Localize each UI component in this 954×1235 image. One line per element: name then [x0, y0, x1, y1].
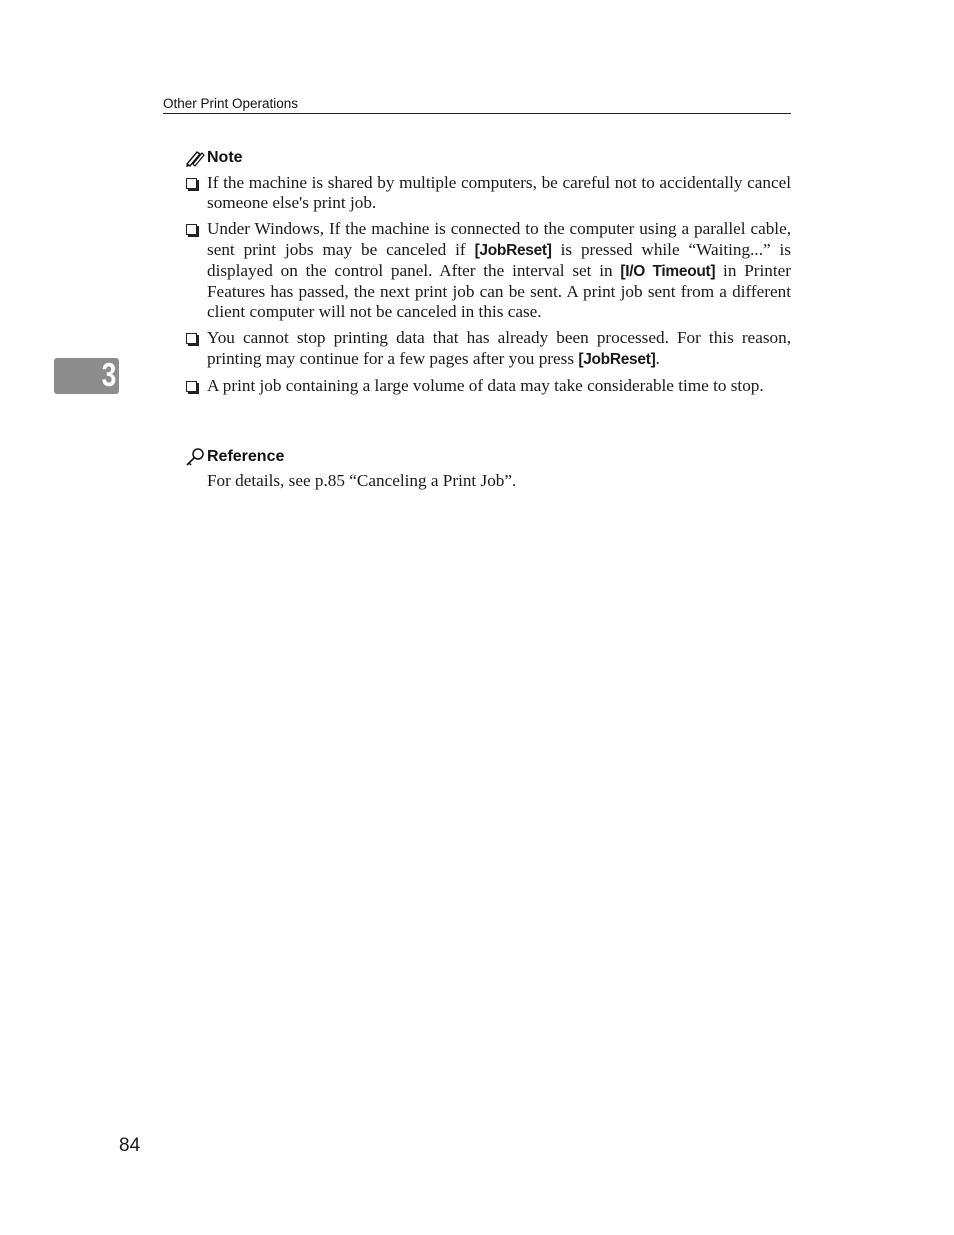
- page-number: 84: [119, 1135, 141, 1156]
- note-item-text: If the machine is shared by multiple computers, be careful not to accidentally cancel someone else's print job.: [207, 173, 791, 213]
- checkbox-bullet-icon: [186, 381, 197, 392]
- note-heading: [185, 149, 243, 167]
- note-item-text: in Printer Features has passed, the next print job can be sent. A print job sent from a different client computer will not be canceled in this case.: [207, 260, 791, 322]
- note-item-text: is pressed while “Waiting...” is displayed on the control panel. After the interval set in: [207, 239, 791, 280]
- list-item: [185, 328, 791, 369]
- reference-text: For details, see p.85 “Canceling a Print Job”.: [207, 471, 517, 490]
- pencil-icon: [185, 149, 205, 167]
- list-item: [185, 219, 791, 322]
- reference-title: Reference: [207, 448, 285, 465]
- list-item: [185, 173, 791, 213]
- note-item-text: You cannot stop printing data that has already been processed. For this reason, printing may continue for a few pages after you press: [207, 328, 791, 368]
- running-header: Other Print Operations: [163, 96, 791, 114]
- jobreset-key-label: [JobReset]: [474, 241, 552, 259]
- io-timeout-key-label: [I/O Timeout]: [620, 262, 716, 280]
- jobreset-key-label: [JobReset]: [578, 350, 656, 368]
- chapter-tab: [54, 358, 119, 394]
- checkbox-bullet-icon: [186, 224, 197, 235]
- chapter-number: 3: [101, 356, 116, 393]
- note-item-text: Under Windows, If the machine is connected to the computer using a parallel cable, sent print jobs may be canceled if: [207, 219, 791, 259]
- checkbox-bullet-icon: [186, 333, 197, 344]
- checkbox-bullet-icon: [186, 178, 197, 189]
- note-item-text: A print job containing a large volume of data may take considerable time to stop.: [207, 375, 764, 395]
- key-icon: [185, 447, 205, 467]
- note-title: Note: [207, 149, 243, 166]
- note-item-text: .: [655, 348, 660, 368]
- note-list: [185, 173, 791, 402]
- list-item: [185, 376, 791, 396]
- reference-heading: [185, 447, 284, 467]
